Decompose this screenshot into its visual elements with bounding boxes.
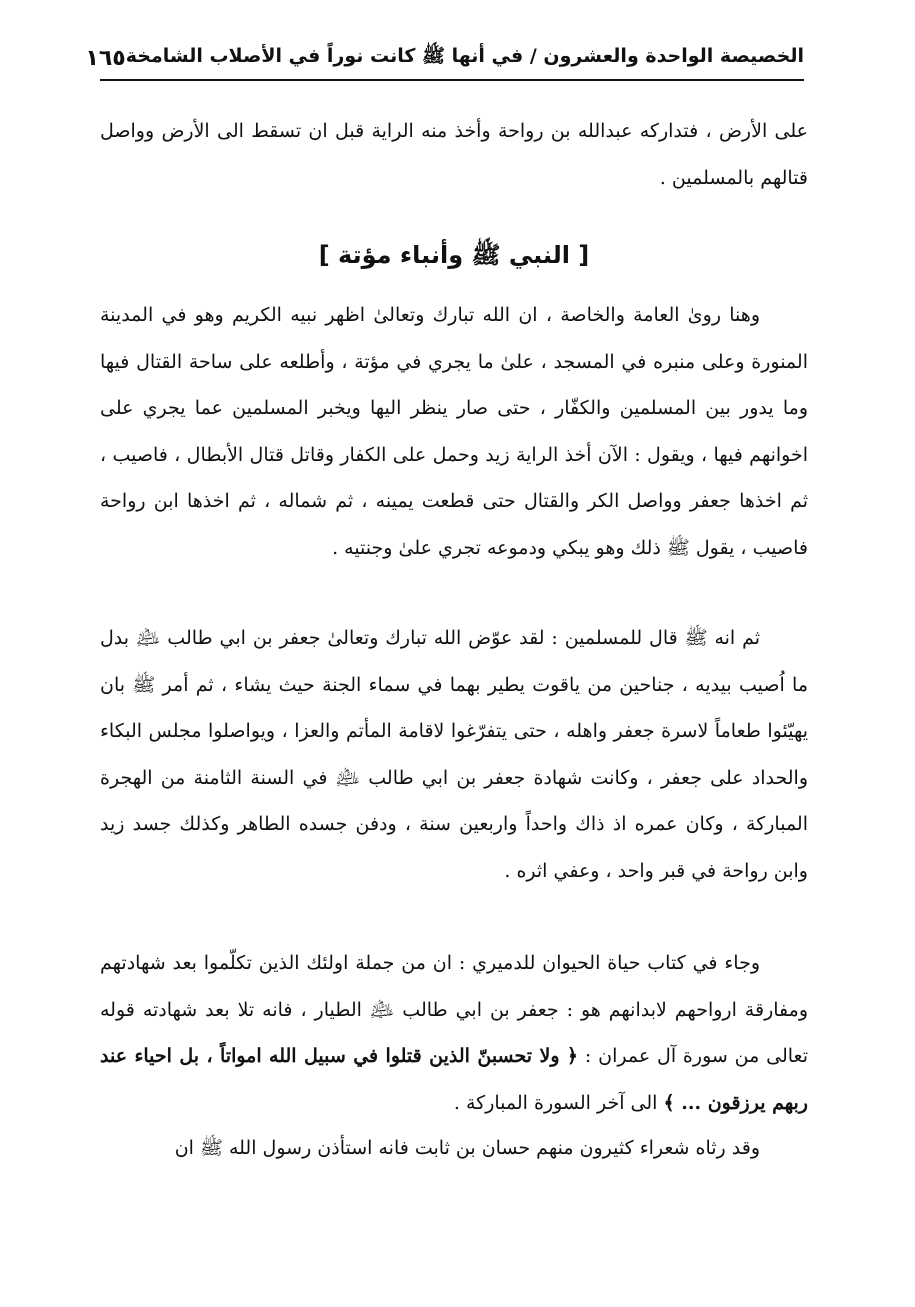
- paragraph-jafar-wings: ثم انه ﷺ قال للمسلمين : لقد عوّض الله تبارك وتعالىٰ جعفر بن ابي طالب ﵇ بدل ما اُصيب بيديه ، جناحين من ياقوت يطير بهما في سماء الجنة حيث يشاء ، ثم أمر ﷺ بان يهيّئوا طعاماً لاسرة جعفر واهله ، حتى يتفرّغوا لاقامة المأتم والعزا ، ويواصلوا مجلس البكاء والحداد على جعفر ، وكانت شهادة جعفر بن ابي طالب ﵇ في السنة الثامنة من الهجرة المباركة ، وكان عمره اذ ذاك واحداً واربعين سنة ، ودفن جسده الطاهر وكذلك جسد زيد وابن رواحة في قبر واحد ، وعفي اثره .: [100, 627, 808, 882]
- paragraph-text: الى آخر السورة المباركة .: [453, 1091, 658, 1114]
- paragraph-hayat-al-hayawan: [100, 940, 808, 1126]
- paragraph-text: وجاء في كتاب حياة الحيوان للدميري : ان من جملة اولئك الذين تكلّموا بعد شهادتهم ومفارقة ارواحهم لابدانهم هو : جعفر بن ابي طالب ﵇ الطيار ، فانه تلا بعد شهادته قوله تعالى من سورة آل عمران :: [100, 952, 808, 1067]
- running-title: الخصيصة الواحدة والعشرون / في أنها ﷺ كانت نوراً في الأصلاب الشامخة: [125, 45, 804, 67]
- paragraph-hassan-elegy: وقد رثاه شعراء كثيرون منهم حسان بن ثابت فانه استأذن رسول الله ﷺ ان: [174, 1137, 760, 1159]
- paragraph-continuation: على الأرض ، فتداركه عبدالله بن رواحة وأخذ منه الراية قبل ان تسقط الى الأرض وواصل قتالهم بالمسلمين .: [100, 120, 808, 189]
- header-rule: [100, 79, 804, 81]
- quran-verse: ﴿ ولا تحسبنّ الذين قتلوا في سبيل الله امواتاً ، بل احياء عند ربهم يرزقون ... ﴾: [100, 1045, 808, 1114]
- page-number: ١٦٥: [85, 45, 126, 71]
- page-header: [85, 36, 804, 80]
- section-heading: [ النبي ﷺ وأنباء مؤتة ]: [318, 241, 590, 269]
- paragraph-mutah-news: وهنا روىٰ العامة والخاصة ، ان الله تبارك وتعالىٰ اظهر نبيه الكريم وهو في المدينة المنورة وعلى منبره في المسجد ، علىٰ ما يجري في مؤتة ، وأطلعه على ساحة القتال فيها وما يدور بين المسلمين والكفّار ، حتى صار ينظر اليها ويخبر المسلمين عما يجري على اخوانهم فيها ، ويقول : الآن أخذ الراية زيد وحمل على الكفار وقاتل قتال الأبطال ، فاصيب ، ثم اخذها جعفر وواصل الكر والقتال حتى قطعت يمينه ، ثم شماله ، ثم اخذها ابن رواحة فاصيب ، يقول ﷺ ذلك وهو يبكي ودموعه تجري علىٰ وجنتيه .: [100, 304, 808, 559]
